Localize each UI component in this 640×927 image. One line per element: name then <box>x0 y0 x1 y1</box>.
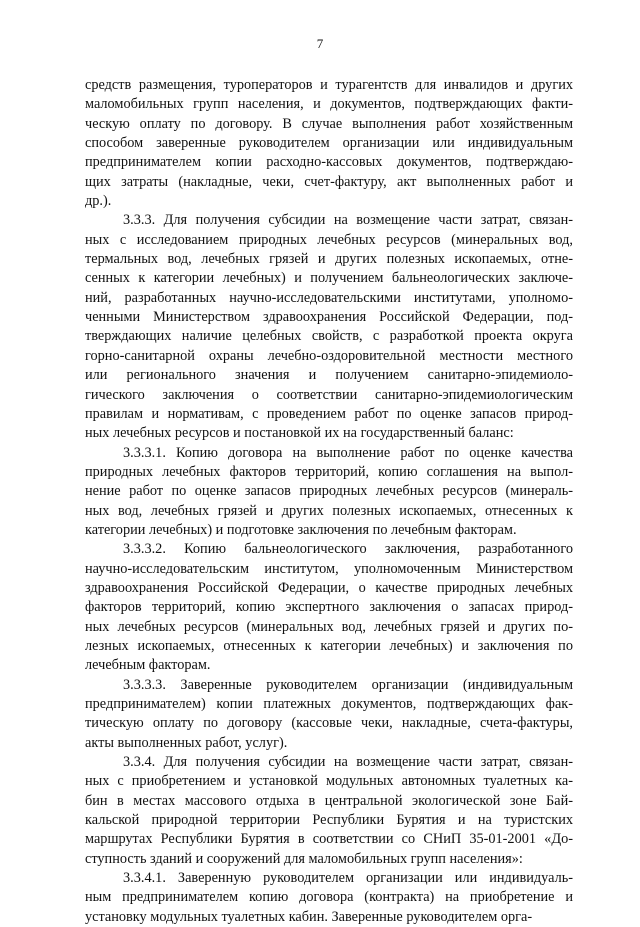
text-line: 3.3.3. Для получения субсидии на возмещение части затрат, связан- <box>123 212 573 229</box>
text-line: ченными Министерством здравоохранения Российской Федерации, под- <box>85 309 573 326</box>
text-line: ных лечебных ресурсов и постановкой их на государственный баланс: <box>85 425 514 442</box>
text-line: акты выполненных работ, услуг). <box>85 734 288 751</box>
text-line: горно-санитарной охраны лечебно-оздоровительной местности местного <box>85 347 573 364</box>
text-line: ным предпринимателем копию договора (контракта) на приобретение и <box>85 889 573 906</box>
text-line: 3.3.3.2. Копию бальнеологического заключения, разработанного <box>123 541 573 558</box>
text-line: способом заверенные руководителем организации или индивидуальным <box>85 135 573 152</box>
text-line: кальской природной территории Республики Бурятия и на туристских <box>85 812 573 829</box>
text-line: лезных ископаемых, отнесенных к категории лечебных) и заключения по <box>85 637 573 654</box>
text-line: 3.3.3.1. Копию договора на выполнение работ по оценке качества <box>123 444 573 461</box>
text-line: др.). <box>85 193 112 210</box>
text-line: ных с приобретением и установкой модульных автономных туалетных ка- <box>85 773 573 790</box>
text-line: гического заключения о соответствии санитарно-эпидемиологическим <box>85 386 573 403</box>
text-line: ний, разработанных научно-исследовательскими институтами, уполномо- <box>85 289 573 306</box>
paragraph <box>85 444 573 541</box>
paragraph <box>85 76 573 211</box>
text-line: тверждающих наличие целебных свойств, с разработкой проекта округа <box>85 328 573 345</box>
text-line: щих затраты (накладные, чеки, счет-фактуру, акт выполненных работ и <box>85 173 573 190</box>
text-line: сенных к категории лечебных) и получением бальнеологических заключе- <box>85 270 573 287</box>
text-line: бин в местах массового отдыха в центральной экологической зоне Бай- <box>85 792 573 809</box>
page-number: 7 <box>316 36 324 51</box>
text-line: здравоохранения Российской Федерации, о качестве природных лечебных <box>85 579 573 596</box>
text-line: предпринимателем копии расходно-кассовых документов, подтверждаю- <box>85 154 573 171</box>
text-line: нение работ по оценке запасов природных лечебных ресурсов (минераль- <box>85 483 573 500</box>
text-line: ных с исследованием природных лечебных ресурсов (минеральных вод, <box>85 231 573 248</box>
text-line: ных вод, лечебных грязей и других полезных ископаемых, отнесенных к <box>85 502 573 519</box>
text-line: средств размещения, туроператоров и турагентств для инвалидов и других <box>85 77 573 93</box>
paragraph <box>85 211 573 443</box>
text-line: лечебным факторам. <box>85 657 211 674</box>
text-line: правилам и нормативам, с проведением работ по оценке запасов природ- <box>85 405 573 422</box>
text-line: 3.3.4. Для получения субсидии на возмещение части затрат, связан- <box>123 754 573 771</box>
text-line: установку модульных туалетных кабин. Заверенные руководителем орга- <box>85 908 533 925</box>
text-line: маломобильных групп населения, и документов, подтверждающих факти- <box>85 96 573 113</box>
text-line: тическую оплату по договору (кассовые чеки, накладные, счета-фактуры, <box>85 715 573 732</box>
paragraph <box>85 540 573 675</box>
paragraph <box>85 676 573 753</box>
text-line: или регионального значения и получением санитарно-эпидемиоло- <box>85 367 573 384</box>
text-line: факторов территорий, копию экспертного заключения о запасах природ- <box>85 599 573 616</box>
paragraph <box>85 869 573 927</box>
paragraph <box>85 753 573 869</box>
document-body <box>85 76 573 927</box>
text-line: ческую оплату по договору. В случае выполнения работ хозяйственным <box>85 115 573 132</box>
text-line: термальных вод, лечебных грязей и других полезных ископаемых, отне- <box>85 251 573 268</box>
text-line: предпринимателем) копии платежных документов, подтверждающих фак- <box>85 696 573 712</box>
text-line: маршрутах Республики Бурятия в соответствии со СНиП 35-01-2001 «До- <box>85 831 573 848</box>
text-line: научно-исследовательским институтом, уполномоченным Министерством <box>85 560 573 577</box>
text-line: ступность зданий и сооружений для маломобильных групп населения»: <box>85 850 523 867</box>
text-line: природных лечебных факторов территорий, копию соглашения на выпол- <box>85 463 573 480</box>
text-line: ных лечебных ресурсов (минеральных вод, лечебных грязей и других по- <box>85 618 573 635</box>
text-line: категории лечебных) и подготовке заключения по лечебным факторам. <box>85 521 517 538</box>
text-line: 3.3.4.1. Заверенную руководителем организации или индивидуаль- <box>123 870 573 887</box>
text-line: 3.3.3.3. Заверенные руководителем организации (индивидуальным <box>123 676 573 693</box>
